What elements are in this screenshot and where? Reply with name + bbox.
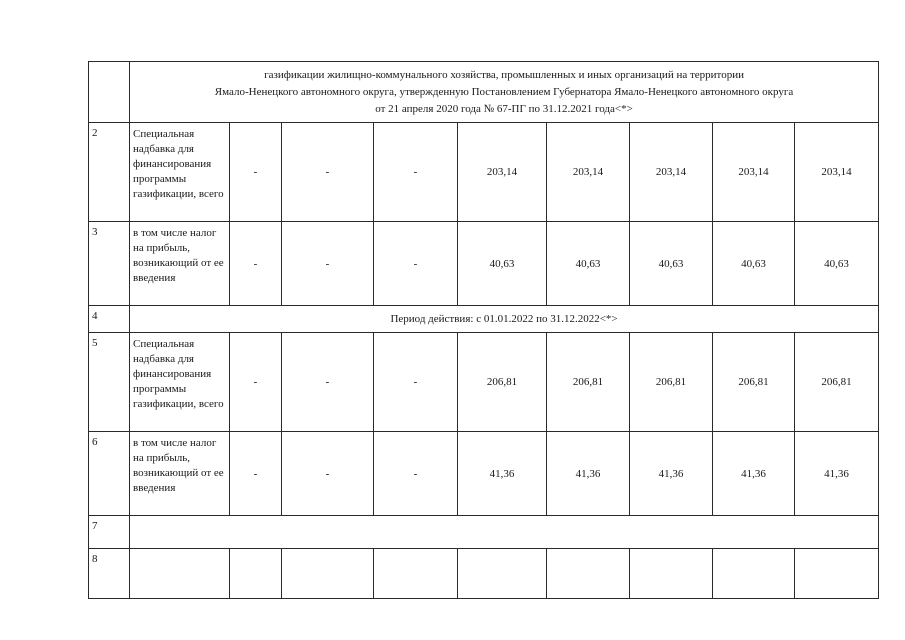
row-label: Специальная надбавка для финансирования программы газификации, всего [130, 333, 230, 432]
header-title [130, 62, 879, 123]
row-number: 8 [89, 549, 130, 599]
value-cell: 40,63 [713, 222, 795, 306]
value-cell: 40,63 [547, 222, 630, 306]
table-row [89, 123, 879, 222]
value-cell: 40,63 [630, 222, 713, 306]
row-number: 3 [89, 222, 130, 306]
header-line-3-main: от 21 апреля 2020 года № 67-ПГ [375, 103, 526, 115]
empty-merged-cell [130, 516, 879, 549]
empty-cell [547, 549, 630, 599]
table-row [89, 333, 879, 432]
table-row-empty [89, 516, 879, 549]
value-cell: 206,81 [630, 333, 713, 432]
row-number: 4 [89, 306, 130, 333]
empty-cell [458, 549, 547, 599]
dash-cell: - [230, 123, 282, 222]
dash-cell: - [230, 333, 282, 432]
dash-cell: - [282, 333, 374, 432]
value-cell: 206,81 [713, 333, 795, 432]
tariff-table [88, 61, 879, 599]
value-cell: 206,81 [458, 333, 547, 432]
value-cell: 206,81 [795, 333, 879, 432]
period-dates: с 01.01.2022 по 31.12.2022<*> [473, 313, 618, 325]
dash-cell: - [230, 222, 282, 306]
value-cell: 40,63 [458, 222, 547, 306]
value-cell: 203,14 [458, 123, 547, 222]
row-number: 6 [89, 432, 130, 516]
empty-cell [282, 549, 374, 599]
row-label: Специальная надбавка для финансирования программы газификации, всего [130, 123, 230, 222]
row-label: в том числе налог на прибыль, возникающий от ее введения [130, 222, 230, 306]
value-cell: 40,63 [795, 222, 879, 306]
empty-cell [713, 549, 795, 599]
dash-cell: - [282, 222, 374, 306]
dash-cell: - [230, 432, 282, 516]
empty-cell [795, 549, 879, 599]
dash-cell: - [374, 333, 458, 432]
value-cell: 203,14 [795, 123, 879, 222]
header-empty-cell [89, 62, 130, 123]
value-cell: 203,14 [547, 123, 630, 222]
value-cell: 203,14 [630, 123, 713, 222]
period-label [130, 306, 879, 333]
value-cell: 41,36 [458, 432, 547, 516]
dash-cell: - [282, 123, 374, 222]
table-row [89, 222, 879, 306]
row-label: в том числе налог на прибыль, возникающий от ее введения [130, 432, 230, 516]
empty-cell [130, 549, 230, 599]
table-row-empty [89, 549, 879, 599]
value-cell: 203,14 [713, 123, 795, 222]
value-cell: 41,36 [795, 432, 879, 516]
empty-cell [374, 549, 458, 599]
value-cell: 41,36 [547, 432, 630, 516]
dash-cell: - [374, 222, 458, 306]
dash-cell: - [282, 432, 374, 516]
header-line-3-small: по 31.12.2021 года<*> [525, 103, 633, 115]
row-number: 7 [89, 516, 130, 549]
row-number: 2 [89, 123, 130, 222]
dash-cell: - [374, 432, 458, 516]
value-cell: 41,36 [713, 432, 795, 516]
value-cell: 206,81 [547, 333, 630, 432]
row-number: 5 [89, 333, 130, 432]
period-row [89, 306, 879, 333]
empty-cell [630, 549, 713, 599]
value-cell: 41,36 [630, 432, 713, 516]
table-row [89, 432, 879, 516]
header-line-3 [132, 101, 876, 118]
empty-cell [230, 549, 282, 599]
dash-cell: - [374, 123, 458, 222]
header-line-1: газификации жилищно-коммунального хозяйства, промышленных и иных организаций на территории [264, 69, 744, 81]
period-main: Период действия: [390, 313, 474, 325]
table-header-row [89, 62, 879, 123]
header-line-2: Ямало-Ненецкого автономного округа, утвержденную Постановлением Губернатора Ямало-Ненецкого автономного округа [214, 86, 794, 98]
